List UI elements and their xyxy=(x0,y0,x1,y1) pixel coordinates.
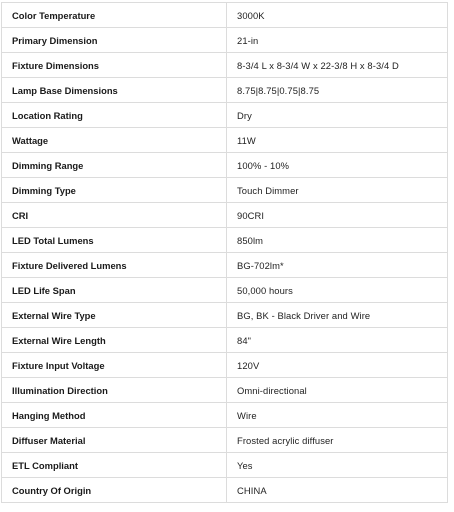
spec-row xyxy=(2,78,448,103)
spec-value: Wire xyxy=(227,403,448,428)
spec-value: 8.75|8.75|0.75|8.75 xyxy=(227,78,448,103)
spec-row xyxy=(2,453,448,478)
spec-row xyxy=(2,303,448,328)
spec-value: CHINA xyxy=(227,478,448,503)
spec-row xyxy=(2,328,448,353)
spec-row xyxy=(2,203,448,228)
spec-label: CRI xyxy=(2,203,227,228)
spec-value: 100% - 10% xyxy=(227,153,448,178)
spec-row xyxy=(2,178,448,203)
spec-label: Fixture Delivered Lumens xyxy=(2,253,227,278)
spec-row xyxy=(2,128,448,153)
spec-value: Dry xyxy=(227,103,448,128)
spec-value: Yes xyxy=(227,453,448,478)
spec-row xyxy=(2,3,448,28)
spec-value: Omni-directional xyxy=(227,378,448,403)
spec-label: Wattage xyxy=(2,128,227,153)
spec-label: External Wire Type xyxy=(2,303,227,328)
spec-value: BG-702lm* xyxy=(227,253,448,278)
spec-row xyxy=(2,53,448,78)
spec-label: Diffuser Material xyxy=(2,428,227,453)
spec-row xyxy=(2,478,448,503)
spec-value: 11W xyxy=(227,128,448,153)
spec-value: Touch Dimmer xyxy=(227,178,448,203)
spec-value: 84" xyxy=(227,328,448,353)
spec-value: Frosted acrylic diffuser xyxy=(227,428,448,453)
spec-label: Fixture Input Voltage xyxy=(2,353,227,378)
spec-value: 850lm xyxy=(227,228,448,253)
spec-row xyxy=(2,153,448,178)
spec-value: 90CRI xyxy=(227,203,448,228)
spec-row xyxy=(2,403,448,428)
specifications-body xyxy=(2,3,448,503)
spec-row xyxy=(2,253,448,278)
spec-label: Primary Dimension xyxy=(2,28,227,53)
spec-label: Fixture Dimensions xyxy=(2,53,227,78)
spec-value: 120V xyxy=(227,353,448,378)
spec-label: Lamp Base Dimensions xyxy=(2,78,227,103)
spec-row xyxy=(2,228,448,253)
spec-label: Location Rating xyxy=(2,103,227,128)
spec-row xyxy=(2,103,448,128)
spec-label: Dimming Range xyxy=(2,153,227,178)
specifications-table xyxy=(1,2,448,503)
spec-value: 50,000 hours xyxy=(227,278,448,303)
spec-label: Hanging Method xyxy=(2,403,227,428)
spec-value: 3000K xyxy=(227,3,448,28)
spec-row xyxy=(2,378,448,403)
spec-label: External Wire Length xyxy=(2,328,227,353)
spec-label: LED Life Span xyxy=(2,278,227,303)
spec-value: 8-3/4 L x 8-3/4 W x 22-3/8 H x 8-3/4 D xyxy=(227,53,448,78)
spec-label: Country Of Origin xyxy=(2,478,227,503)
spec-label: Color Temperature xyxy=(2,3,227,28)
spec-value: BG, BK - Black Driver and Wire xyxy=(227,303,448,328)
spec-label: Illumination Direction xyxy=(2,378,227,403)
spec-label: Dimming Type xyxy=(2,178,227,203)
spec-row xyxy=(2,428,448,453)
spec-value: 21-in xyxy=(227,28,448,53)
spec-row xyxy=(2,28,448,53)
spec-row xyxy=(2,278,448,303)
spec-label: ETL Compliant xyxy=(2,453,227,478)
spec-row xyxy=(2,353,448,378)
spec-label: LED Total Lumens xyxy=(2,228,227,253)
